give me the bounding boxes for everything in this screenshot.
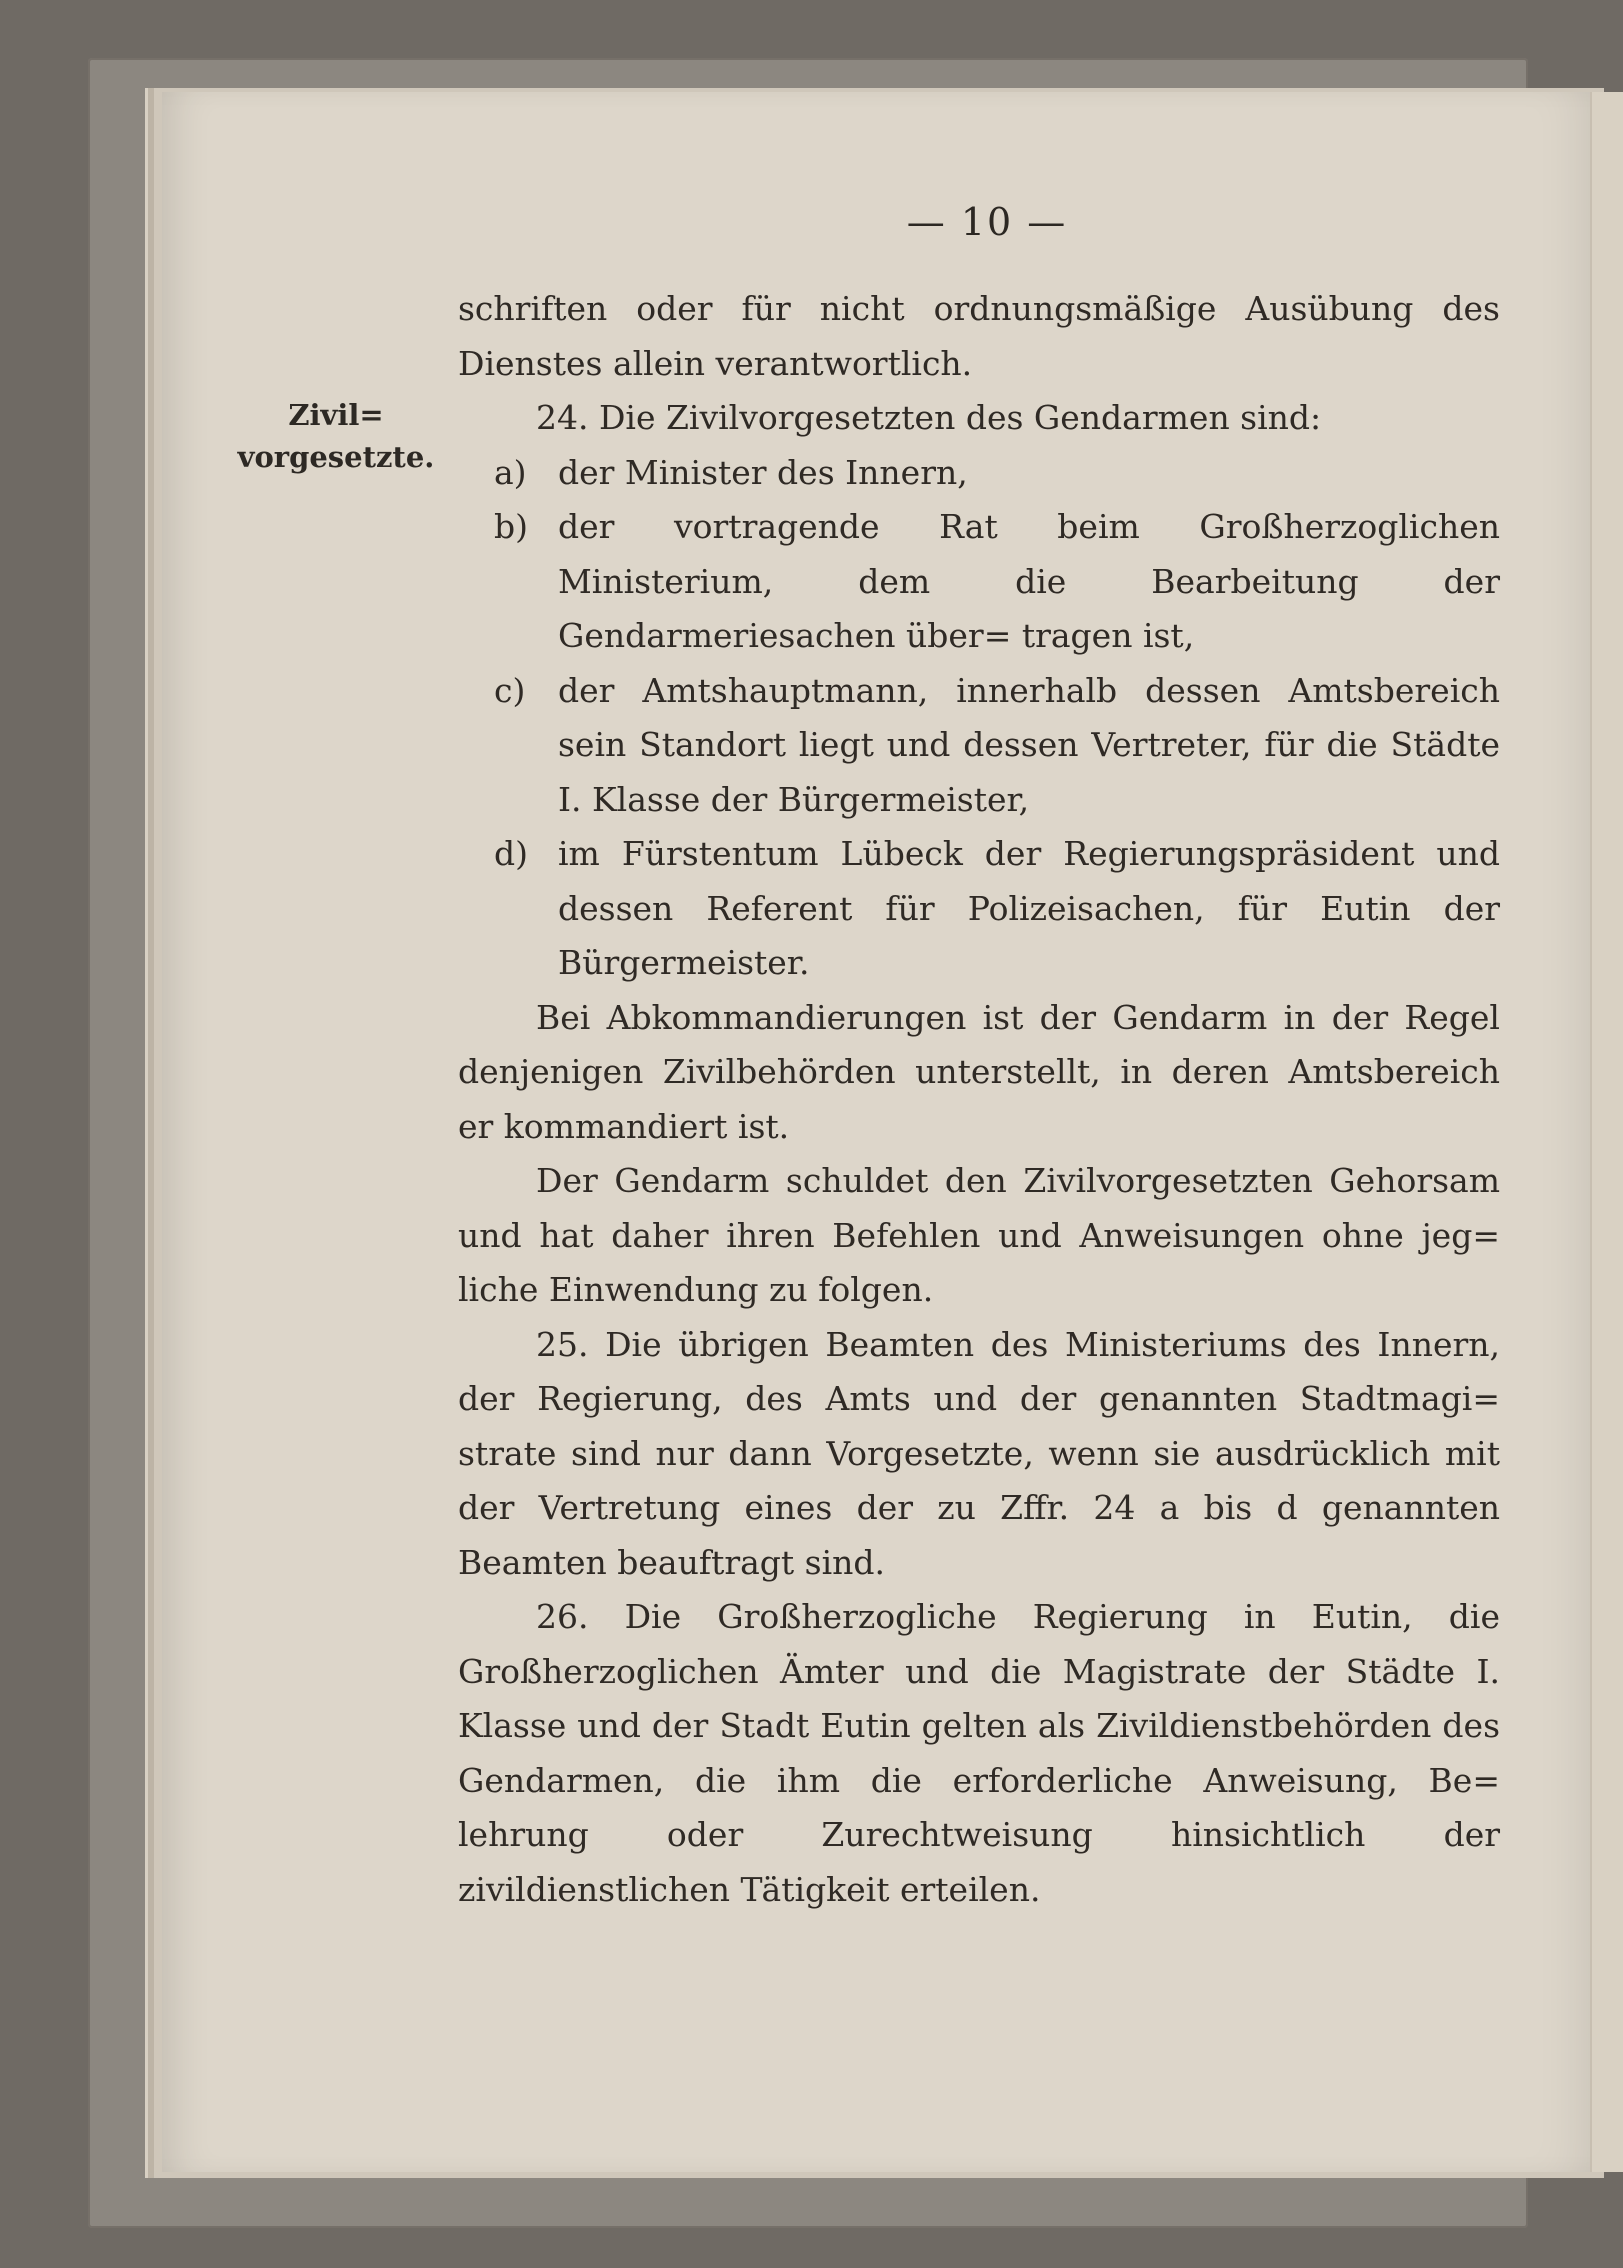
page-number: — 10 — <box>906 200 1068 244</box>
paragraph-26: 26. Die Großherzogliche Regierung in Eutin, die Großherzoglichen Ämter und die Magistrate der Städte I. Klasse und der Stadt Eutin gelten als Zivildienstbehörden des Gendarmen, die ihm die erforderliche Anweisung, Be= lehrung oder Zurechtweisung hinsichtlich der zivildienstlichen Tätigkeit erteilen. <box>458 1597 1500 1909</box>
list-label: c) <box>494 670 526 710</box>
body-text <box>458 282 1500 1917</box>
list-text: der Amtshauptmann, innerhalb dessen Amtsbereich sein Standort liegt und dessen Vertreter, für die Städte I. Klasse der Bürgermeister, <box>558 670 1500 819</box>
margin-note-line-2: vorgesetzte. <box>237 440 435 474</box>
paragraph-24: 24. Die Zivilvorgesetzten des Gendarmen sind: <box>536 398 1322 437</box>
list-label: a) <box>494 452 527 492</box>
list-label: d) <box>494 834 528 873</box>
margin-note-line-1: Zivil= <box>288 398 384 432</box>
list-text: der vortragende Rat beim Großherzoglichen Ministerium, dem die Bearbeitung der Gendarmeriesachen über= tragen ist, <box>558 507 1500 655</box>
list-item-b <box>458 500 1500 664</box>
list-item-d <box>458 827 1500 991</box>
next-page-edge <box>1590 92 1623 2172</box>
paragraph-abkommandierung: Bei Abkommandierungen ist der Gendarm in der Regel denjenigen Zivilbehörden unterstellt, in deren Amtsbereich er kommandiert ist. <box>458 997 1500 1146</box>
intro-paragraph: schriften oder für nicht ordnungsmäßige Ausübung des Dienstes allein verantwortlich. <box>458 289 1500 383</box>
list-text: der Minister des Innern, <box>558 452 968 492</box>
list-item-c <box>458 664 1500 828</box>
margin-note <box>236 394 436 478</box>
list-item-a <box>458 446 1500 501</box>
paragraph-gehorsam: Der Gendarm schuldet den Zivilvorgesetzten Gehorsam und hat daher ihren Befehlen und Anweisungen ohne jeg= liche Einwendung zu folgen. <box>458 1161 1500 1309</box>
list-label: b) <box>494 507 528 546</box>
paragraph-25: 25. Die übrigen Beamten des Ministeriums des Innern, der Regierung, des Amts und der genannten Stadtmagi= strate sind nur dann Vorgesetzte, wenn sie ausdrücklich mit der Vertretung eines der zu Zffr. 24 a bis d genannten Beamten beauftragt sind. <box>458 1324 1500 1582</box>
list-text: im Fürstentum Lübeck der Regierungspräsident und dessen Referent für Polizeisachen, für Eutin der Bürgermeister. <box>558 834 1500 982</box>
